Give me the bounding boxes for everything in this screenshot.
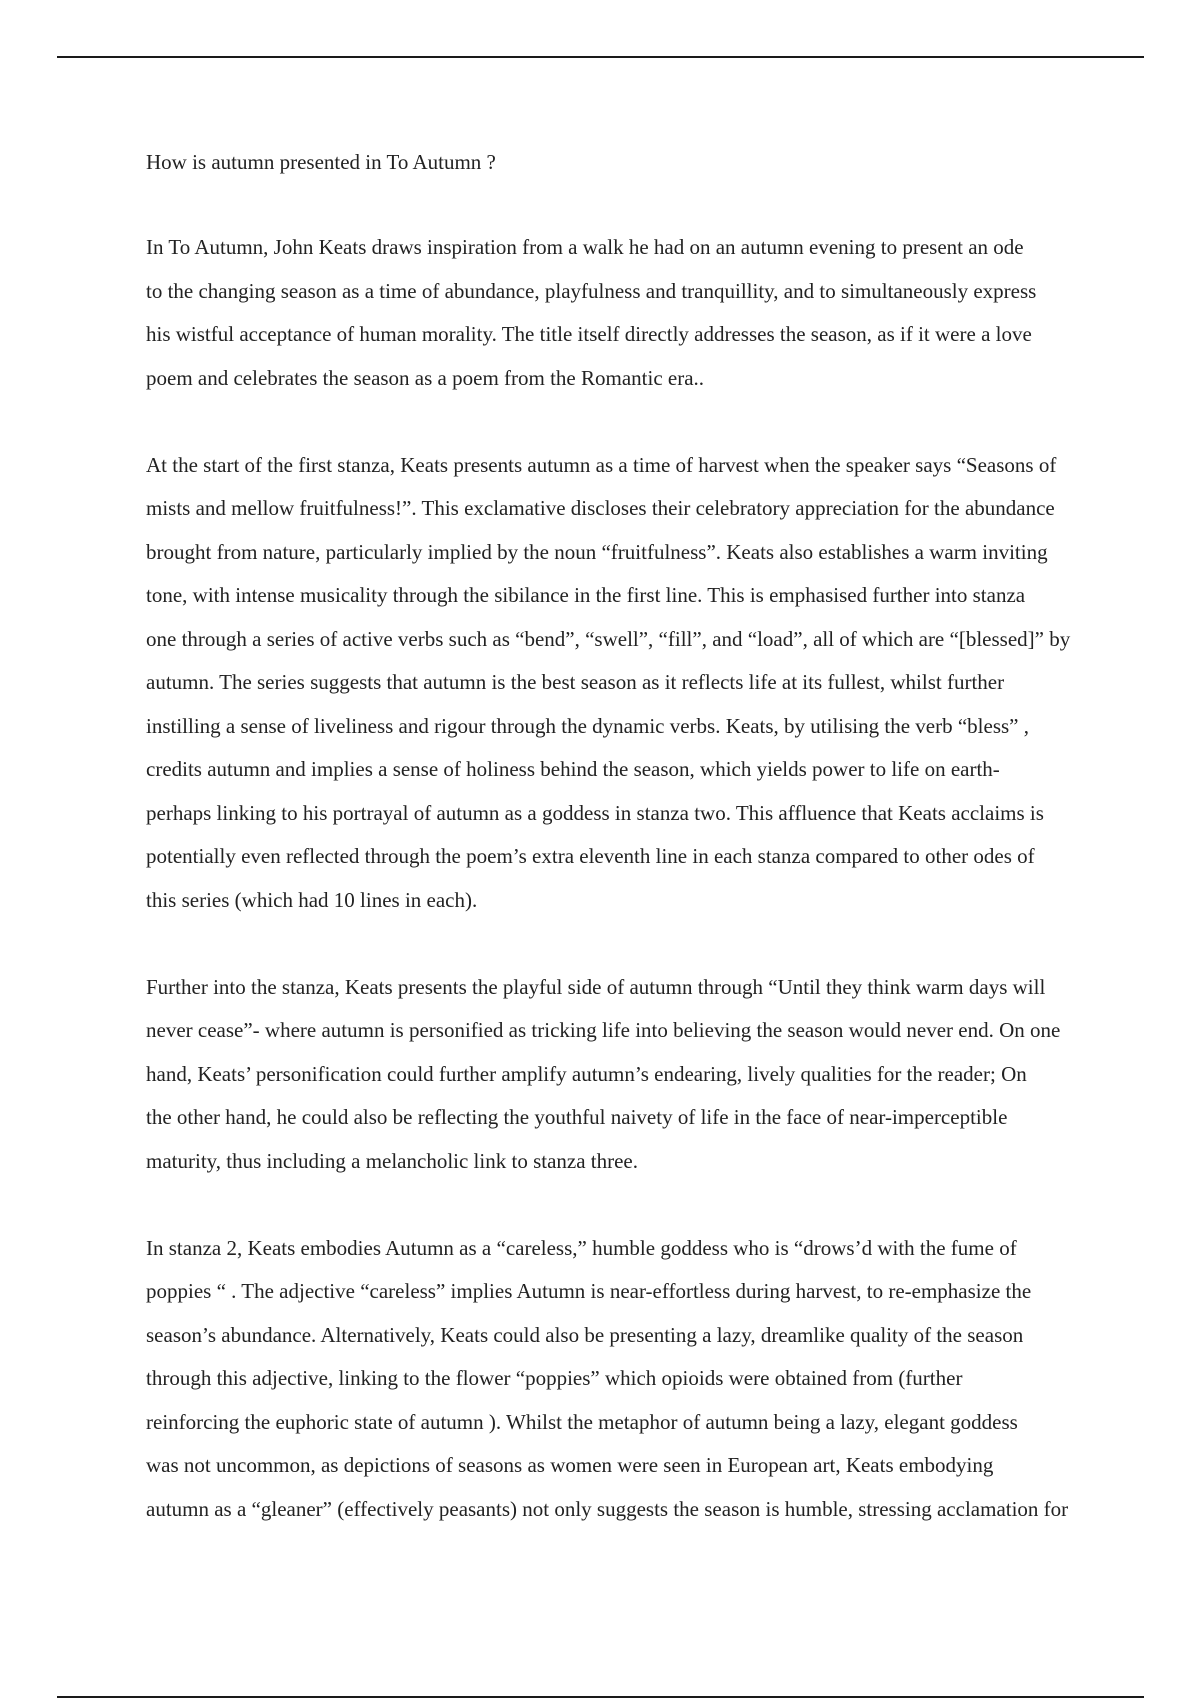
text-line: Further into the stanza, Keats presents the playful side of autumn through “Until they think warm days will: [146, 974, 1046, 999]
text-line: reinforcing the euphoric state of autumn ). Whilst the metaphor of autumn being a lazy, elegant goddess: [146, 1409, 1018, 1434]
text-line: one through a series of active verbs such as “bend”, “swell”, “fill”, and “load”, all of which are “[blessed]” by: [146, 626, 1071, 651]
document-heading: How is autumn presented in To Autumn ?: [146, 150, 496, 174]
text-line: potentially even reflected through the poem’s extra eleventh line in each stanza compared to other odes of: [146, 844, 1035, 868]
text-line: perhaps linking to his portrayal of autumn as a goddess in stanza two. This affluence that Keats acclaims is: [146, 800, 1044, 825]
text-line: poppies “ . The adjective “careless” implies Autumn is near-effortless during harvest, to re-emphasize the: [146, 1279, 1032, 1303]
text-line: his wistful acceptance of human morality. The title itself directly addresses the season, as if it were a love: [146, 322, 1032, 346]
text-line: this series (which had 10 lines in each).: [146, 887, 478, 912]
text-line: brought from nature, particularly implied by the noun “fruitfulness”. Keats also establishes a warm inviting: [146, 539, 1048, 564]
text-line: instilling a sense of liveliness and rigour through the dynamic verbs. Keats, by utilising the verb “bless” ,: [146, 713, 1029, 738]
text-line: mists and mellow fruitfulness!”. This exclamative discloses their celebratory appreciation for the abundance: [146, 496, 1055, 520]
text-line: autumn. The series suggests that autumn is the best season as it reflects life at its fullest, whilst further: [146, 670, 1005, 694]
document-body: [146, 140, 1071, 1575]
text-line: credits autumn and implies a sense of holiness behind the season, which yields power to life on earth-: [146, 757, 1000, 781]
text-line: was not uncommon, as depictions of seasons as women were seen in European art, Keats embodying: [146, 1453, 994, 1477]
text-line: never cease”- where autumn is personified as tricking life into believing the season would never end. On one: [146, 1018, 1061, 1042]
text-line: In To Autumn, John Keats draws inspiration from a walk he had on an autumn evening to present an ode: [146, 235, 1024, 259]
paragraph-stanza-two: [146, 1227, 1069, 1532]
text-line: poem and celebrates the season as a poem from the Romantic era..: [146, 365, 705, 390]
text-line: to the changing season as a time of abundance, playfulness and tranquillity, and to simultaneously express: [146, 278, 1037, 303]
text-line: At the start of the first stanza, Keats presents autumn as a time of harvest when the speaker says “Seasons of: [146, 452, 1057, 477]
text-line: autumn as a “gleaner” (effectively peasants) not only suggests the season is humble, stressing acclamation for: [146, 1496, 1069, 1521]
text-line: maturity, thus including a melancholic link to stanza three.: [146, 1148, 639, 1173]
bottom-rule: [57, 1696, 1144, 1698]
text-line: through this adjective, linking to the flower “poppies” which opioids were obtained from (further: [146, 1366, 963, 1390]
text-line: the other hand, he could also be reflecting the youthful naivety of life in the face of near-imperceptible: [146, 1105, 1008, 1129]
text-line: season’s abundance. Alternatively, Keats could also be presenting a lazy, dreamlike quality of the season: [146, 1322, 1024, 1347]
paragraph-intro: [146, 226, 1066, 400]
text-line: tone, with intense musicality through the sibilance in the first line. This is emphasised further into stanza: [146, 583, 1026, 607]
text-line: hand, Keats’ personification could further amplify autumn’s endearing, lively qualities for the reader; On: [146, 1061, 1027, 1086]
paragraph-stanza-one: [146, 444, 1071, 923]
text-line: In stanza 2, Keats embodies Autumn as a “careless,” humble goddess who is “drows’d with the fume of: [146, 1235, 1017, 1260]
top-rule: [57, 56, 1144, 58]
paragraph-playful-autumn: [146, 966, 1066, 1184]
